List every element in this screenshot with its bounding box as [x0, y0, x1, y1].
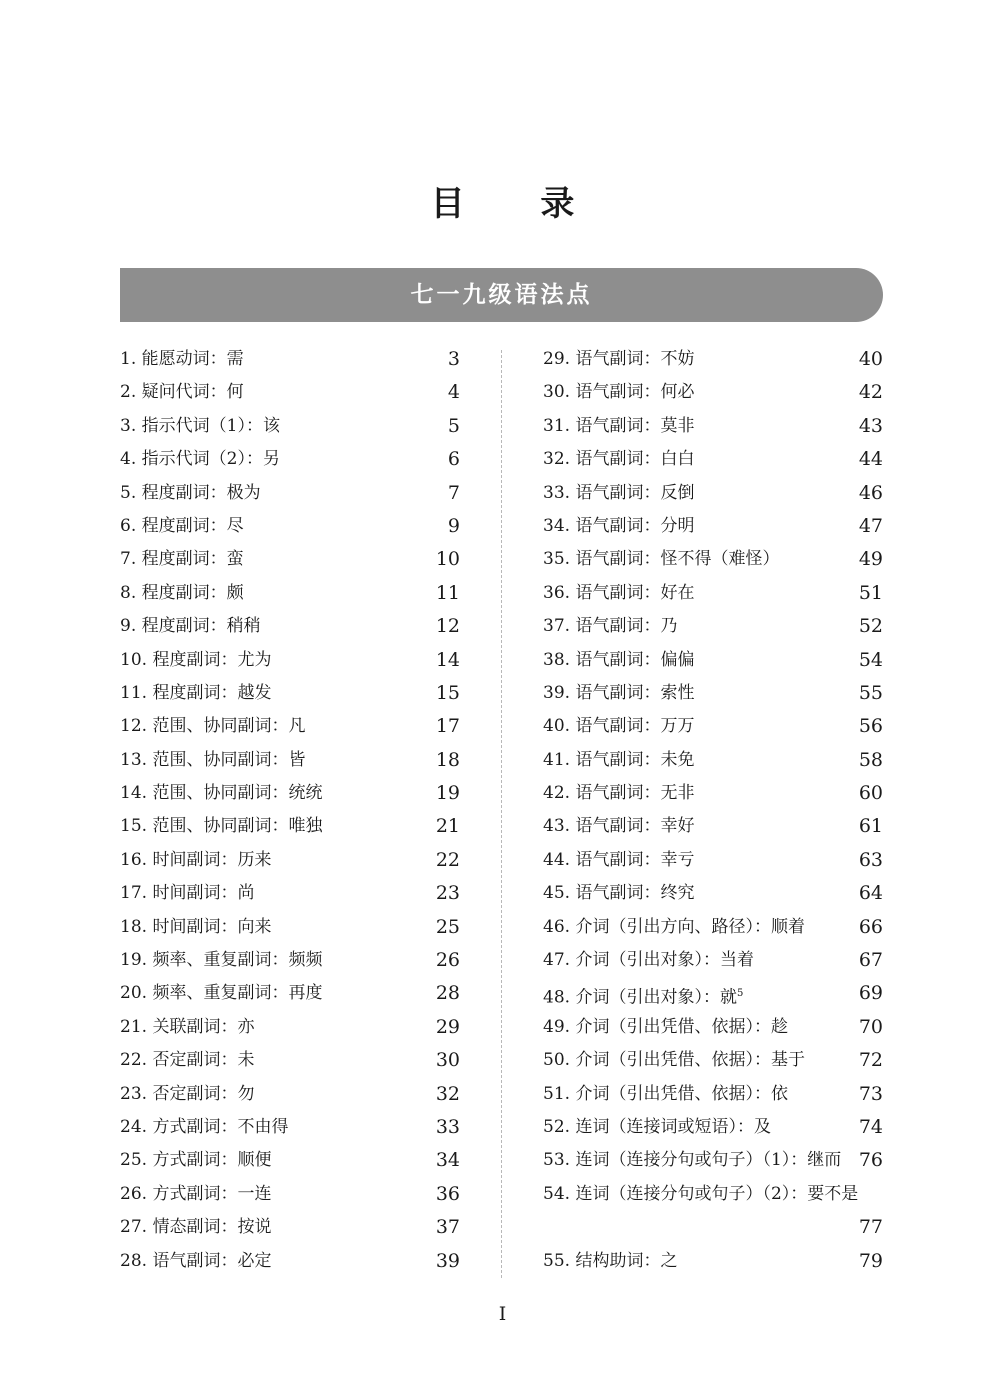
toc-entry[interactable] [543, 977, 883, 1010]
toc-entry[interactable] [120, 543, 460, 576]
toc-entry-page: 43 [858, 414, 883, 437]
toc-entry[interactable] [120, 644, 460, 677]
toc-entry-label: 51. 介词（引出凭借、依据）：依 [543, 1083, 788, 1104]
toc-entry[interactable] [543, 510, 883, 543]
toc-entry[interactable] [543, 944, 883, 977]
toc-entry-label: 17. 时间副词：尚 [120, 883, 255, 904]
toc-entry-label: 43. 语气副词：幸好 [543, 816, 695, 837]
toc-entry-page: 56 [858, 715, 883, 738]
toc-entry[interactable] [543, 644, 883, 677]
toc-entry-page: 34 [435, 1149, 460, 1172]
toc-right-column [543, 343, 883, 1278]
toc-entry[interactable] [120, 744, 460, 777]
toc-entry[interactable] [543, 677, 883, 710]
toc-entry[interactable] [120, 443, 460, 476]
toc-entry[interactable] [120, 677, 460, 710]
toc-entry-label: 23. 否定副词：勿 [120, 1083, 255, 1104]
toc-entry[interactable] [120, 1044, 460, 1077]
toc-entry-page: 60 [858, 782, 883, 805]
toc-entry[interactable] [543, 1011, 883, 1044]
toc-entry[interactable] [120, 977, 460, 1010]
toc-entry-page: 51 [858, 581, 883, 604]
toc-entry-label: 16. 时间副词：历来 [120, 849, 272, 870]
toc-entry-label: 42. 语气副词：无非 [543, 783, 695, 804]
toc-entry[interactable] [543, 343, 883, 376]
toc-entry-page: 67 [858, 949, 883, 972]
toc-entry[interactable] [120, 944, 460, 977]
toc-entry-page: 19 [435, 782, 460, 805]
toc-entry-label: 11. 程度副词：越发 [120, 682, 272, 703]
toc-entry[interactable] [120, 1078, 460, 1111]
toc-entry-page: 47 [858, 514, 883, 537]
toc-entry-page: 4 [447, 381, 460, 404]
toc-entry-label: 34. 语气副词：分明 [543, 515, 695, 536]
toc-entry[interactable] [120, 1011, 460, 1044]
page-title: 目 录 [430, 184, 607, 224]
toc-entry-page: 74 [858, 1115, 883, 1138]
page-number: I [498, 1303, 507, 1325]
toc-entry-label: 52. 连词（连接词或短语）：及 [543, 1116, 771, 1137]
toc-entry-label: 37. 语气副词：乃 [543, 616, 678, 637]
toc-entry[interactable] [543, 1144, 883, 1177]
toc-entry-page: 64 [858, 882, 883, 905]
toc-entry-label: 8. 程度副词：颇 [120, 582, 244, 603]
toc-entry[interactable] [120, 1211, 460, 1244]
toc-entry-label: 4. 指示代词（2）：另 [120, 449, 280, 470]
toc-entry[interactable] [543, 1178, 883, 1211]
toc-entry-page: 30 [435, 1049, 460, 1072]
toc-entry[interactable] [543, 1245, 883, 1278]
toc-entry-page: 54 [858, 648, 883, 671]
toc-entry[interactable] [120, 911, 460, 944]
toc-entry[interactable] [543, 1111, 883, 1144]
toc-entry[interactable] [120, 1111, 460, 1144]
toc-entry-label: 28. 语气副词：必定 [120, 1250, 272, 1271]
toc-entry-page: 79 [858, 1249, 883, 1272]
toc-entry-page: 6 [447, 448, 460, 471]
toc-entry-label: 26. 方式副词：一连 [120, 1183, 272, 1204]
toc-entry-page: 73 [858, 1082, 883, 1105]
column-divider [501, 350, 502, 1278]
toc-entry[interactable] [120, 510, 460, 543]
toc-entry-page: 21 [435, 815, 460, 838]
toc-entry[interactable] [120, 810, 460, 843]
toc-entry-page: 44 [858, 448, 883, 471]
toc-entry-label: 14. 范围、协同副词：统统 [120, 783, 323, 804]
toc-entry-label: 38. 语气副词：偏偏 [543, 649, 695, 670]
toc-entry-label: 54. 连词（连接分句或句子）（2）：要不是 [543, 1183, 859, 1204]
toc-entry-page: 28 [435, 982, 460, 1005]
toc-entry-label: 36. 语气副词：好在 [543, 582, 695, 603]
toc-entry[interactable] [543, 443, 883, 476]
toc-entry[interactable] [543, 844, 883, 877]
toc-entry[interactable] [543, 610, 883, 643]
toc-entry-page: 49 [858, 548, 883, 571]
toc-entry-label: 48. 介词（引出对象）：就$^5$ [543, 988, 744, 1009]
toc-entry-superscript: 5 [736, 988, 744, 1000]
toc-entry[interactable] [543, 477, 883, 510]
toc-entry-page: 52 [858, 615, 883, 638]
toc-entry-label: 31. 语气副词：莫非 [543, 415, 695, 436]
toc-entry-page: 76 [858, 1149, 883, 1172]
toc-entry-label: 27. 情态副词：按说 [120, 1217, 272, 1238]
toc-entry-page: 77 [858, 1216, 883, 1239]
toc-entry-label: 41. 语气副词：未免 [543, 749, 695, 770]
toc-entry[interactable] [543, 877, 883, 910]
toc-entry-label: 40. 语气副词：万万 [543, 716, 695, 737]
toc-entry-label: 55. 结构助词：之 [543, 1250, 678, 1271]
toc-entry-label: 39. 语气副词：索性 [543, 682, 695, 703]
toc-entry-page: 3 [447, 348, 460, 370]
toc-left-column [120, 343, 460, 1278]
toc-entry-page: 32 [435, 1082, 460, 1105]
toc-entry-label: 49. 介词（引出凭借、依据）：趁 [543, 1016, 788, 1037]
toc-entry-label: 45. 语气副词：终究 [543, 883, 695, 904]
toc-entry-label: 18. 时间副词：向来 [120, 916, 272, 937]
toc-entry-page: 23 [435, 882, 460, 905]
toc-entry-page: 46 [858, 481, 883, 504]
toc-entry[interactable] [120, 1144, 460, 1177]
toc-entry-label: 46. 介词（引出方向、路径）：顺着 [543, 916, 805, 937]
toc-entry[interactable] [120, 577, 460, 610]
toc-entry-label: 35. 语气副词：怪不得（难怪） [543, 549, 780, 570]
toc-entry-page: 72 [858, 1049, 883, 1072]
toc-entry[interactable] [120, 844, 460, 877]
toc-entry-page: 66 [858, 915, 883, 938]
toc-entry[interactable] [120, 710, 460, 743]
toc-entry-page: 18 [435, 748, 460, 771]
toc-entry-label: 47. 介词（引出对象）：当着 [543, 950, 754, 971]
toc-entry-page: 61 [858, 815, 883, 838]
toc-entry-label: 19. 频率、重复副词：频频 [120, 950, 323, 971]
toc-entry-label: 12. 范围、协同副词：凡 [120, 716, 306, 737]
toc-entry[interactable] [120, 777, 460, 810]
toc-entry-label: 1. 能愿动词：需 [120, 349, 244, 369]
toc-entry-page: 39 [435, 1249, 460, 1272]
toc-entry[interactable] [543, 744, 883, 777]
toc-entry-label: 33. 语气副词：反倒 [543, 482, 695, 503]
toc-entry-page: 17 [435, 715, 460, 738]
toc-entry-label: 50. 介词（引出凭借、依据）：基于 [543, 1050, 805, 1071]
toc-entry-page: 14 [435, 648, 460, 671]
toc-entry[interactable] [543, 1211, 883, 1244]
toc-entry-label: 44. 语气副词：幸亏 [543, 849, 695, 870]
toc-entry-page: 22 [435, 848, 460, 871]
toc-entry-page: 42 [858, 381, 883, 404]
section-banner [120, 268, 883, 322]
toc-entry-page: 5 [447, 414, 460, 437]
toc-entry-page: 69 [858, 982, 883, 1005]
toc-entry[interactable] [120, 410, 460, 443]
toc-entry-label: 10. 程度副词：尤为 [120, 649, 272, 670]
toc-entry[interactable] [543, 577, 883, 610]
toc-entry-page: 25 [435, 915, 460, 938]
toc-entry[interactable] [120, 877, 460, 910]
toc-entry-label: 20. 频率、重复副词：再度 [120, 983, 323, 1004]
toc-entry[interactable] [120, 610, 460, 643]
toc-entry-label: 2. 疑问代词：何 [120, 382, 244, 403]
toc-entry[interactable] [543, 710, 883, 743]
toc-entry-page: 11 [435, 581, 460, 604]
toc-entry[interactable] [543, 1044, 883, 1077]
toc-entry[interactable] [120, 477, 460, 510]
toc-entry-page: 12 [435, 615, 460, 638]
toc-entry[interactable] [543, 777, 883, 810]
toc-entry[interactable] [543, 376, 883, 409]
toc-entry-label: 24. 方式副词：不由得 [120, 1116, 289, 1137]
toc-entry-label: 21. 关联副词：亦 [120, 1016, 255, 1037]
toc-entry-page: 70 [858, 1015, 883, 1038]
toc-entry-page: 15 [435, 681, 460, 704]
toc-entry[interactable] [120, 1178, 460, 1211]
toc-entry-page: 36 [435, 1182, 460, 1205]
toc-entry-label: 29. 语气副词：不妨 [543, 349, 695, 369]
toc-entry-page: 10 [435, 548, 460, 571]
toc-entry[interactable] [120, 343, 460, 376]
toc-entry-page: 40 [858, 348, 883, 370]
toc-entry-label: 53. 连词（连接分句或句子）（1）：继而 [543, 1150, 842, 1171]
toc-entry-label: 15. 范围、协同副词：唯独 [120, 816, 323, 837]
toc-entry-label: 9. 程度副词：稍稍 [120, 616, 261, 637]
toc-entry[interactable] [543, 410, 883, 443]
toc-entry-label: 22. 否定副词：未 [120, 1050, 255, 1071]
toc-entry[interactable] [120, 376, 460, 409]
toc-entry-label: 5. 程度副词：极为 [120, 482, 261, 503]
toc-entry-page: 26 [435, 949, 460, 972]
toc-entry-page: 55 [858, 681, 883, 704]
toc-entry-label: 30. 语气副词：何必 [543, 382, 695, 403]
toc-entry-label: 25. 方式副词：顺便 [120, 1150, 272, 1171]
toc-entry-label: 3. 指示代词（1）：该 [120, 415, 280, 436]
toc-entry-page: 29 [435, 1015, 460, 1038]
toc-entry-label: 13. 范围、协同副词：皆 [120, 749, 306, 770]
toc-entry-page: 63 [858, 848, 883, 871]
toc-entry-label: 7. 程度副词：蛮 [120, 549, 244, 570]
toc-entry-page: 9 [447, 514, 460, 537]
toc-entry[interactable] [543, 1078, 883, 1111]
section-title: 七一九级语法点 [410, 282, 593, 308]
toc-entry[interactable] [543, 543, 883, 576]
toc-entry-label: 32. 语气副词：白白 [543, 449, 695, 470]
toc-entry-page: 37 [435, 1216, 460, 1239]
toc-entry-page: 33 [435, 1115, 460, 1138]
toc-entry-page: 58 [858, 748, 883, 771]
toc-entry[interactable] [543, 810, 883, 843]
toc-entry-page: 7 [447, 481, 460, 504]
toc-entry-label: 6. 程度副词：尽 [120, 515, 244, 536]
toc-entry[interactable] [543, 911, 883, 944]
toc-entry[interactable] [120, 1245, 460, 1278]
